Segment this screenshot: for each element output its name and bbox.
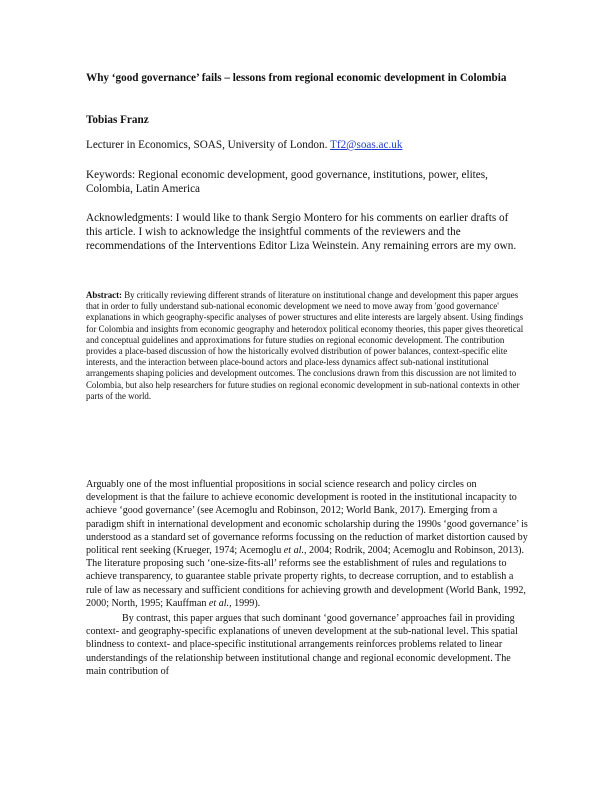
body-paragraph-1 [86,478,528,610]
para1-part-c: , 1999). [229,597,261,609]
abstract-label: Abstract: [86,290,122,300]
author-affiliation [86,139,402,151]
etal-2: et al. [208,597,230,609]
abstract-text: By critically reviewing different strands of literature on institutional change and development this paper argues that in order to fully understand sub-national economic development we need to move away from 'good governance' explanations in which geography-specific analyses of power structures and elite interests are largely absent. Using findings for Colombia and insights from economic geography and heterodox political economy theories, this paper gives theoretical and conceptual guidelines and approximations for future studies on regional economic development. The contribution provides a place-based discussion of how the historically evolved distribution of power balances, context-specific elite interests, and the interaction between place-bound actors and place-less dynamics affect sub-national institutional arrangements shaping policies and development outcomes. The conclusions drawn from this discussion are not limited to Colombia, but also help researchers for future studies on regional economic development in sub-national contexts in other parts of the world. [86,290,524,401]
para1-part-a: Arguably one of the most influential propositions in social science research and policy circles on development is that the failure to achieve economic development is rooted in the institutional incapacity to achieve ‘good governance’ (see Acemoglu and Robinson, 2012; World Bank, 2017). Emerging from a paradigm shift in international development and economic scholarship during the 1990s ‘good governance’ is understood as a standard set of governance reforms focussing on the reduction of market distortion caused by political rent seeking (Krueger, 1974; Acemoglu [86,479,528,557]
etal-1: et al. [283,545,304,557]
acknowledgments: Acknowledgments: I would like to thank Sergio Montero for his comments on earlier drafts of this article. I wish to acknowledge the insightful comments of the reviewers and the recommendations of the Interventions Editor Liza Weinstein. Any remaining errors are my own. [86,212,517,252]
paper-title: Why ‘good governance’ fails – lessons from regional economic development in Colombia [86,72,507,84]
affiliation-text: Lecturer in Economics, SOAS, University of London. [86,139,328,151]
author-name: Tobias Franz [86,114,149,126]
para1-part-b: , 2004; Rodrik, 2004; Acemoglu and Robinson, 2013). The literature proposing such ‘one-size-fits-all’ reforms see the establishment of rules and regulations to achieve transparency, to guarantee stable private property rights, to decrease corruption, and to establish a rule of law as necessary and sufficient conditions for achieving growth and development (World Bank, 1992, 2000; North, 1995; Kauffman [86,545,526,609]
email-link[interactable]: Tf2@soas.ac.uk [330,139,403,151]
keywords: Keywords: Regional economic development, good governance, institutions, power, elites, Colombia, Latin America [86,169,488,195]
abstract [86,290,526,402]
body-paragraph-2: By contrast, this paper argues that such dominant ‘good governance’ approaches fail in providing context- and geography-specific explanations of uneven development at the sub-national level. This spatial blindness to context- and place-specific institutional arrangements reinforces problems related to linear understandings of the relationship between institutional change and regional economic development. The main contribution of [86,613,518,677]
